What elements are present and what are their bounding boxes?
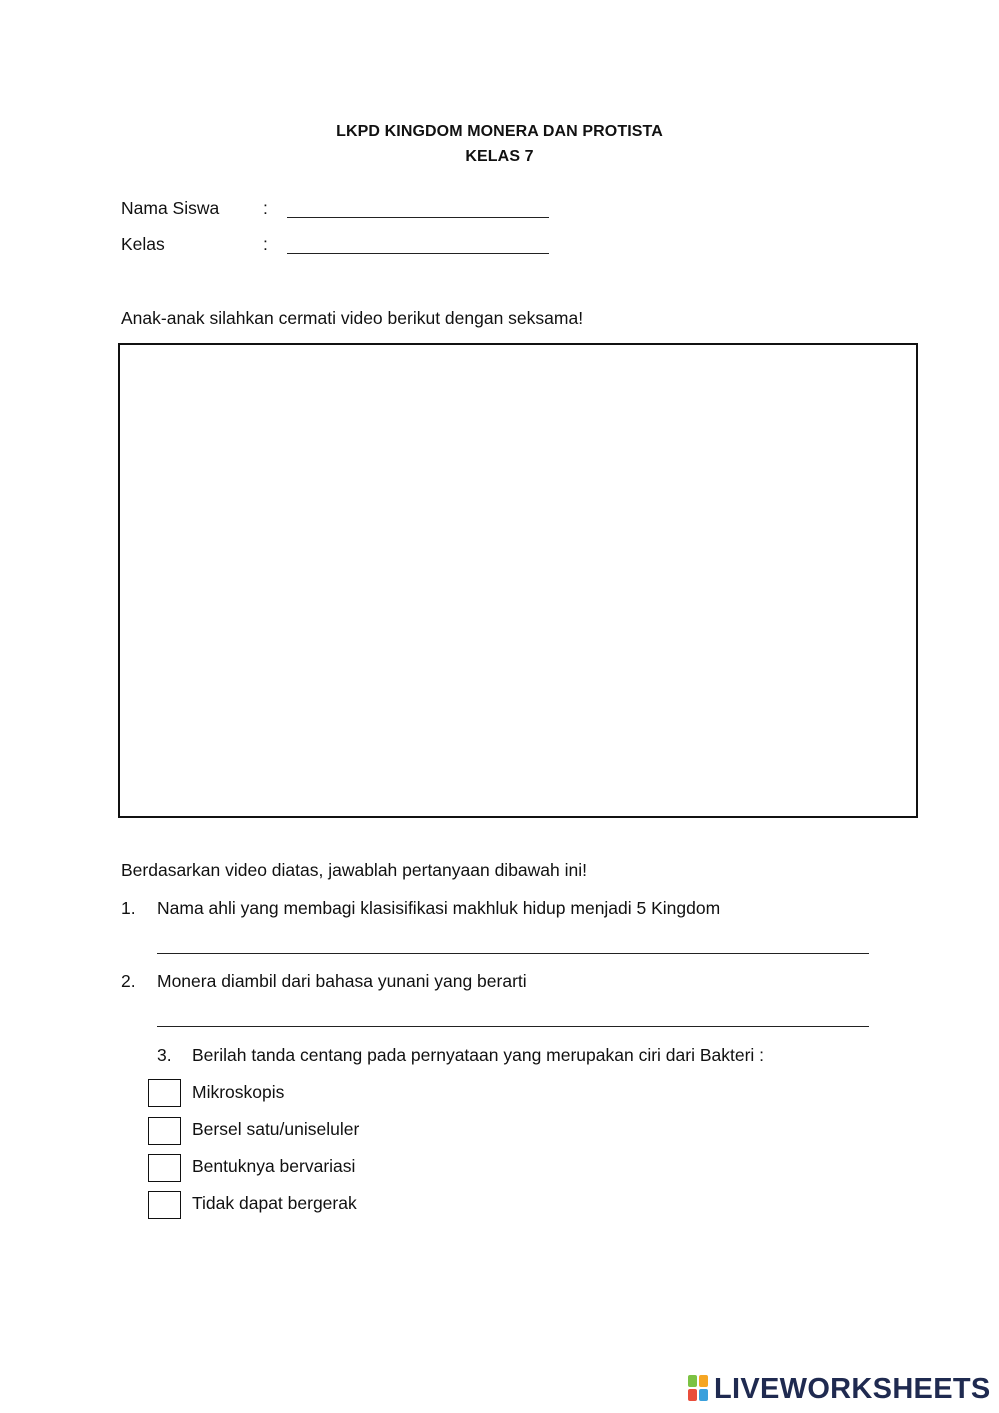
nama-siswa-underline <box>287 217 549 218</box>
question-3-number: 3. <box>157 1045 172 1065</box>
answer-1-input[interactable] <box>157 935 869 957</box>
worksheet-subtitle: KELAS 7 <box>465 148 534 165</box>
answer-2-underline <box>157 1026 869 1027</box>
answer-1-underline <box>157 953 869 954</box>
option-label: Bersel satu/uniseluler <box>192 1119 360 1139</box>
questions-intro: Berdasarkan video diatas, jawablah pertanyaan dibawah ini! <box>121 860 587 880</box>
field-colon: : <box>263 198 268 218</box>
question-3-text: Berilah tanda centang pada pernyataan yang merupakan ciri dari Bakteri : <box>192 1045 765 1065</box>
checkbox-bentuk-bervariasi[interactable] <box>148 1154 181 1182</box>
option-label: Bentuknya bervariasi <box>192 1156 356 1176</box>
logo-text: LIVEWORKSHEETS <box>714 1372 991 1405</box>
kelas-input[interactable] <box>287 234 549 256</box>
checkbox-bersel-satu[interactable] <box>148 1117 181 1145</box>
field-label-kelas: Kelas <box>121 234 165 254</box>
video-frame[interactable] <box>118 343 918 818</box>
field-label-nama-siswa: Nama Siswa <box>121 198 220 218</box>
liveworksheets-logo <box>688 1371 991 1407</box>
question-1-number: 1. <box>121 898 136 918</box>
checkbox-mikroskopis[interactable] <box>148 1079 181 1107</box>
option-label: Tidak dapat bergerak <box>192 1193 357 1213</box>
video-instruction: Anak-anak silahkan cermati video berikut dengan seksama! <box>121 308 584 328</box>
question-1-text: Nama ahli yang membagi klasisifikasi makhluk hidup menjadi 5 Kingdom <box>157 898 721 918</box>
liveworksheets-logo-icon <box>688 1375 710 1403</box>
option-label: Mikroskopis <box>192 1082 285 1102</box>
checkbox-tidak-bergerak[interactable] <box>148 1191 181 1219</box>
question-2-number: 2. <box>121 971 136 991</box>
field-colon: : <box>263 234 268 254</box>
nama-siswa-input[interactable] <box>287 198 549 220</box>
answer-2-input[interactable] <box>157 1008 869 1030</box>
worksheet-title: LKPD KINGDOM MONERA DAN PROTISTA <box>336 123 663 140</box>
kelas-underline <box>287 253 549 254</box>
question-2-text: Monera diambil dari bahasa yunani yang berarti <box>157 971 527 991</box>
